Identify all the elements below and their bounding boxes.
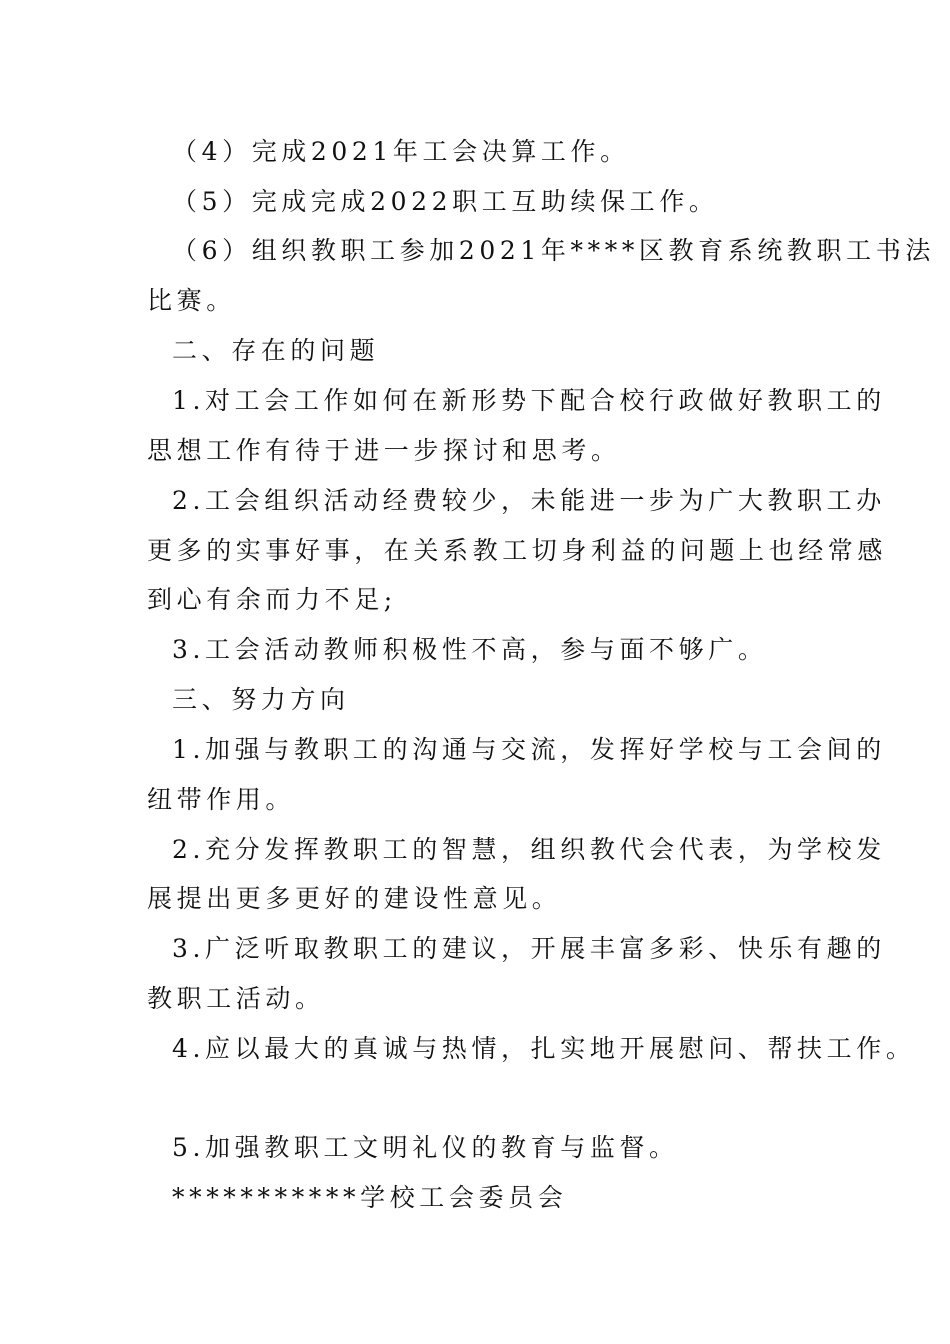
item-4-text: （4）完成2021年工会决算工作。 (172, 137, 630, 166)
section-heading-problems: 二、存在的问题 (172, 336, 380, 365)
problem-1-text-continued: 思想工作有待于进一步探讨和思考。 (147, 436, 621, 465)
direction-3-text-continued: 教职工活动。 (147, 984, 325, 1013)
problem-1-text: 1.对工会工作如何在新形势下配合校行政做好教职工的 (172, 386, 886, 415)
direction-1-text-continued: 纽带作用。 (147, 785, 296, 814)
signature-organization: ***********学校工会委员会 (172, 1183, 568, 1212)
direction-1-text: 1.加强与教职工的沟通与交流，发挥好学校与工会间的 (172, 735, 886, 764)
direction-3-text: 3.广泛听取教职工的建议，开展丰富多彩、快乐有趣的 (172, 934, 886, 963)
direction-2-text: 2.充分发挥教职工的智慧，组织教代会代表，为学校发 (172, 835, 886, 864)
problem-2-text-continued-2: 到心有余而力不足; (147, 585, 397, 614)
direction-2-text-continued: 展提出更多更好的建设性意见。 (147, 884, 562, 913)
item-6-text-continued: 比赛。 (147, 286, 236, 315)
direction-4-text: 4.应以最大的真诚与热情，扎实地开展慰问、帮扶工作。 (172, 1034, 916, 1063)
problem-3-text: 3.工会活动教师积极性不高，参与面不够广。 (172, 635, 768, 664)
section-heading-directions: 三、努力方向 (172, 685, 350, 714)
item-6-text: （6）组织教职工参加2021年****区教育系统教职工书法 (172, 236, 935, 265)
problem-2-text-continued: 更多的实事好事，在关系教工切身利益的问题上也经常感 (147, 536, 888, 565)
direction-5-text: 5.加强教职工文明礼仪的教育与监督。 (172, 1133, 679, 1162)
problem-2-text: 2.工会组织活动经费较少，未能进一步为广大教职工办 (172, 486, 886, 515)
item-5-text: （5）完成完成2022职工互助续保工作。 (172, 187, 719, 216)
